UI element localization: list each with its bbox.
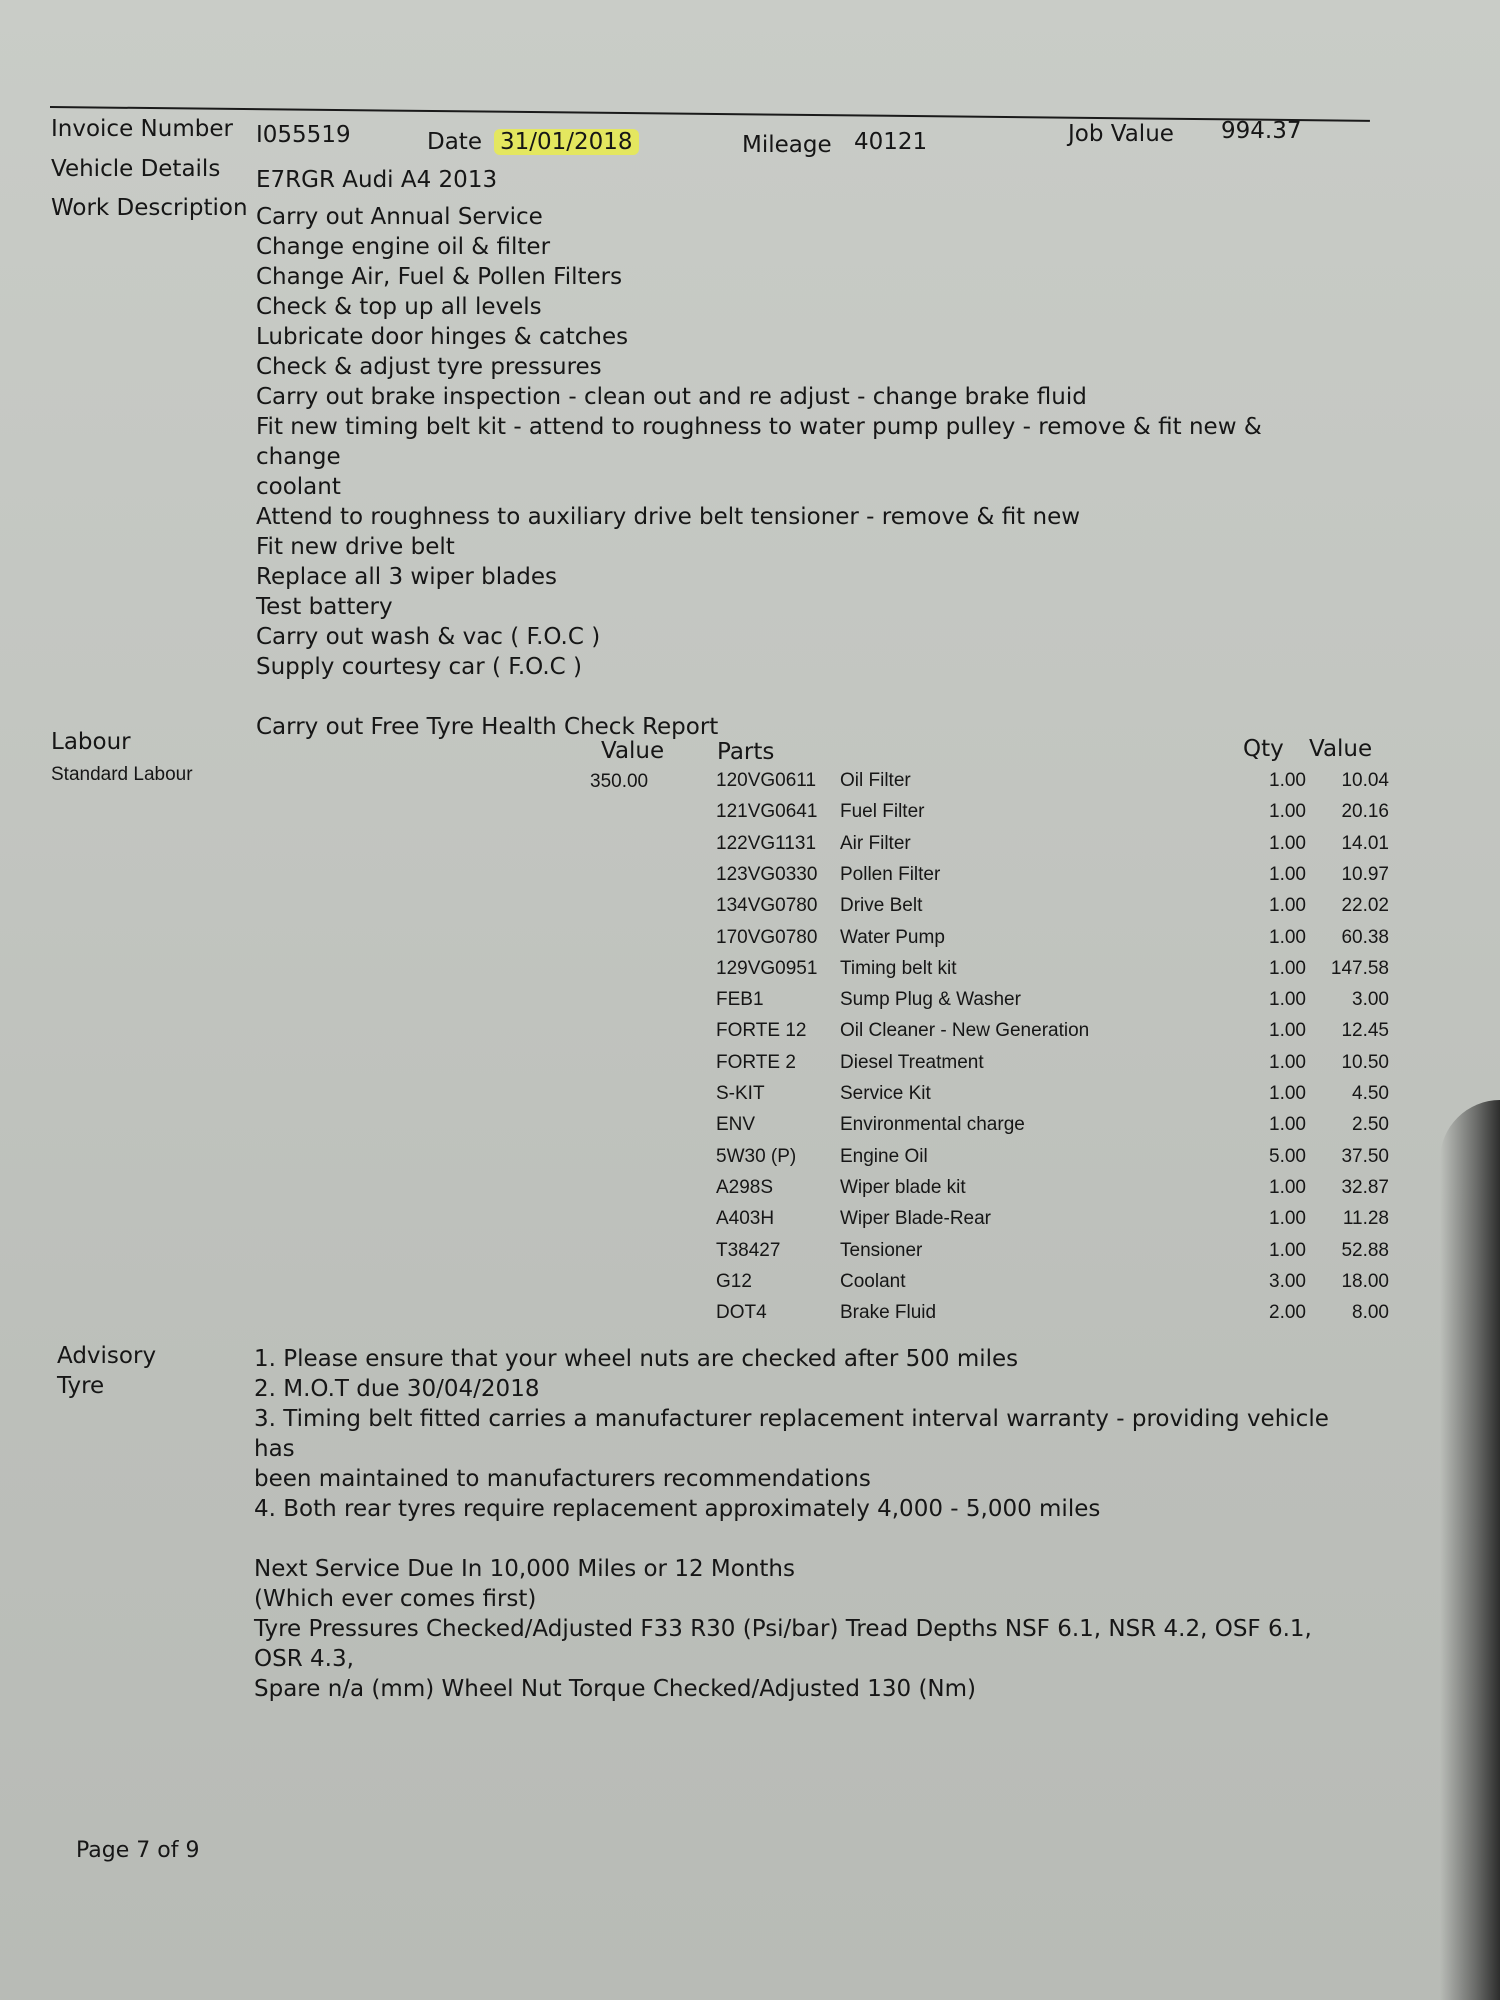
part-qty: 1.00 (1269, 1020, 1306, 1042)
part-code: S-KIT (716, 1083, 765, 1104)
work-line: Attend to roughness to auxiliary drive belt tensioner - remove & fit new (256, 504, 1081, 530)
parts-row (0, 1240, 1500, 1271)
part-description: Environmental charge (840, 1114, 1025, 1136)
part-value: 37.50 (1341, 1145, 1389, 1167)
parts-row (0, 770, 1500, 801)
tyre-health-check: Carry out Free Tyre Health Check Report (256, 714, 719, 740)
labour-value-heading: Value (601, 738, 665, 764)
parts-row (0, 1208, 1500, 1239)
labour-heading: Labour (51, 729, 131, 755)
part-value: 20.16 (1341, 801, 1389, 823)
work-line: Carry out brake inspection - clean out and re adjust - change brake fluid (256, 384, 1087, 410)
part-qty: 1.00 (1269, 1083, 1306, 1104)
mileage-value: 40121 (854, 129, 928, 155)
part-qty: 1.00 (1269, 895, 1306, 917)
part-description: Tensioner (840, 1239, 923, 1261)
parts-row (0, 801, 1500, 832)
date-label: Date (427, 129, 482, 155)
next-service: Next Service Due In 10,000 Miles or 12 Months (254, 1556, 795, 1582)
part-code: 129VG0951 (716, 957, 818, 979)
work-line: coolant (256, 474, 341, 500)
labour-item: Standard Labour (51, 764, 193, 785)
part-qty: 1.00 (1269, 801, 1306, 823)
part-qty: 3.00 (1269, 1270, 1306, 1292)
invoice-number-label: Invoice Number (51, 116, 233, 142)
part-value: 52.88 (1341, 1239, 1389, 1261)
part-code: 120VG0611 (716, 770, 817, 791)
part-code: 170VG0780 (716, 926, 818, 948)
parts-row (0, 1114, 1500, 1145)
part-code: A298S (716, 1176, 774, 1198)
part-code: 123VG0330 (716, 863, 818, 885)
parts-row (0, 1146, 1500, 1177)
part-code: ENV (716, 1114, 756, 1136)
advisory-notes (254, 1344, 1364, 1704)
part-description: Oil Filter (840, 770, 911, 791)
date-value (494, 129, 639, 155)
part-qty: 1.00 (1269, 1208, 1306, 1230)
work-line: Fit new timing belt kit - attend to roughness to water pump pulley - remove & fit new & change (256, 414, 1262, 470)
parts-row (0, 1020, 1500, 1051)
part-description: Wiper Blade-Rear (840, 1208, 991, 1230)
part-description: Service Kit (840, 1083, 931, 1104)
parts-row (0, 1177, 1500, 1208)
work-description-label: Work Description (51, 195, 248, 221)
part-code: 134VG0780 (716, 895, 818, 917)
parts-value-heading: Value (1309, 736, 1373, 762)
date-highlight: 31/01/2018 (494, 129, 639, 155)
work-line: Carry out Annual Service (256, 204, 543, 230)
part-qty: 1.00 (1269, 863, 1306, 885)
part-description: Oil Cleaner - New Generation (840, 1020, 1090, 1042)
header-rule (50, 106, 1370, 122)
part-qty: 1.00 (1269, 926, 1306, 948)
work-line: Fit new drive belt (256, 534, 455, 560)
qty-heading: Qty (1243, 736, 1284, 762)
advisory-line: 2. M.O.T due 30/04/2018 (254, 1376, 540, 1402)
part-value: 60.38 (1341, 926, 1389, 948)
part-value: 10.50 (1341, 1051, 1389, 1073)
part-qty: 1.00 (1269, 1051, 1306, 1073)
part-value: 12.45 (1341, 1020, 1389, 1042)
part-value: 14.01 (1341, 832, 1389, 854)
spacer (254, 1524, 1364, 1554)
part-code: FORTE 12 (716, 1020, 807, 1042)
mileage-label: Mileage (742, 132, 832, 158)
part-qty: 1.00 (1269, 832, 1306, 854)
parts-row (0, 833, 1500, 864)
part-qty: 1.00 (1269, 770, 1306, 791)
work-line: Lubricate door hinges & catches (256, 324, 629, 350)
part-description: Brake Fluid (840, 1302, 937, 1324)
part-qty: 1.00 (1269, 1239, 1306, 1261)
invoice-number-value: I055519 (256, 122, 351, 148)
part-code: T38427 (716, 1239, 781, 1261)
part-code: 5W30 (P) (716, 1145, 797, 1167)
work-line: Replace all 3 wiper blades (256, 564, 557, 590)
part-description: Sump Plug & Washer (840, 989, 1021, 1011)
parts-row (0, 1083, 1500, 1114)
work-line: Change engine oil & filter (256, 234, 551, 260)
part-code: DOT4 (716, 1302, 767, 1324)
part-description: Fuel Filter (840, 801, 925, 823)
parts-row (0, 1302, 1500, 1333)
part-description: Engine Oil (840, 1145, 928, 1167)
parts-row (0, 989, 1500, 1020)
parts-row (0, 1271, 1500, 1302)
page-number: Page 7 of 9 (76, 1838, 200, 1863)
parts-row (0, 1052, 1500, 1083)
part-code: FEB1 (716, 989, 764, 1011)
work-line: Check & adjust tyre pressures (256, 354, 602, 380)
part-code: FORTE 2 (716, 1051, 796, 1073)
part-code: 121VG0641 (716, 801, 818, 823)
part-qty: 1.00 (1269, 989, 1306, 1011)
part-qty: 5.00 (1269, 1145, 1306, 1167)
vehicle-details-label: Vehicle Details (51, 156, 221, 182)
part-value: 147.58 (1330, 957, 1389, 979)
part-description: Coolant (840, 1270, 906, 1292)
work-line: Check & top up all levels (256, 294, 542, 320)
part-code: G12 (716, 1270, 752, 1292)
spacer (256, 682, 1336, 712)
tyre-pressures-line: Tyre Pressures Checked/Adjusted F33 R30 (Psi/bar) Tread Depths NSF 6.1, NSR 4.2, OSF 6.1, OSR 4.3, (254, 1616, 1312, 1672)
tyre-pressures-line: Spare n/a (mm) Wheel Nut Torque Checked/Adjusted 130 (Nm) (254, 1676, 976, 1702)
work-description (256, 202, 1336, 742)
work-line: Test battery (256, 594, 393, 620)
part-description: Wiper blade kit (840, 1176, 966, 1198)
part-code: 122VG1131 (716, 832, 817, 854)
labour-item-value: 350.00 (590, 771, 649, 792)
advisory-line: been maintained to manufacturers recommendations (254, 1466, 871, 1492)
part-value: 11.28 (1342, 1208, 1389, 1230)
part-qty: 1.00 (1269, 957, 1306, 979)
part-value: 10.04 (1341, 770, 1389, 791)
part-value: 3.00 (1352, 989, 1389, 1011)
part-description: Water Pump (840, 926, 945, 948)
parts-row (0, 927, 1500, 958)
work-line: Change Air, Fuel & Pollen Filters (256, 264, 623, 290)
part-description: Pollen Filter (840, 863, 941, 885)
whichever-first: (Which ever comes first) (254, 1586, 537, 1612)
work-line: Supply courtesy car ( F.O.C ) (256, 654, 582, 680)
advisory-label: Advisory (57, 1343, 157, 1369)
vehicle-details-value: E7RGR Audi A4 2013 (256, 167, 498, 193)
parts-heading: Parts (717, 739, 775, 765)
parts-row (0, 958, 1500, 989)
job-value: 994.37 (1221, 118, 1302, 144)
job-value-label: Job Value (1068, 121, 1174, 147)
part-value: 2.50 (1352, 1114, 1389, 1136)
advisory-line: 3. Timing belt fitted carries a manufacturer replacement interval warranty - providing vehicle has (254, 1406, 1329, 1462)
tyre-label: Tyre (57, 1373, 105, 1399)
part-value: 22.02 (1341, 895, 1389, 917)
part-value: 32.87 (1341, 1176, 1389, 1198)
part-value: 10.97 (1341, 863, 1389, 885)
part-qty: 2.00 (1269, 1302, 1306, 1324)
part-qty: 1.00 (1269, 1114, 1306, 1136)
part-value: 4.50 (1352, 1083, 1389, 1104)
advisory-line: 1. Please ensure that your wheel nuts are checked after 500 miles (254, 1346, 1019, 1372)
parts-row (0, 864, 1500, 895)
part-description: Drive Belt (840, 895, 923, 917)
part-qty: 1.00 (1269, 1176, 1306, 1198)
part-value: 8.00 (1352, 1302, 1389, 1324)
parts-row (0, 895, 1500, 926)
part-value: 18.00 (1341, 1270, 1389, 1292)
part-description: Air Filter (840, 832, 911, 854)
part-description: Diesel Treatment (840, 1051, 984, 1073)
work-line: Carry out wash & vac ( F.O.C ) (256, 624, 601, 650)
advisory-line: 4. Both rear tyres require replacement approximately 4,000 - 5,000 miles (254, 1496, 1101, 1522)
part-description: Timing belt kit (840, 957, 957, 979)
part-code: A403H (716, 1208, 775, 1230)
